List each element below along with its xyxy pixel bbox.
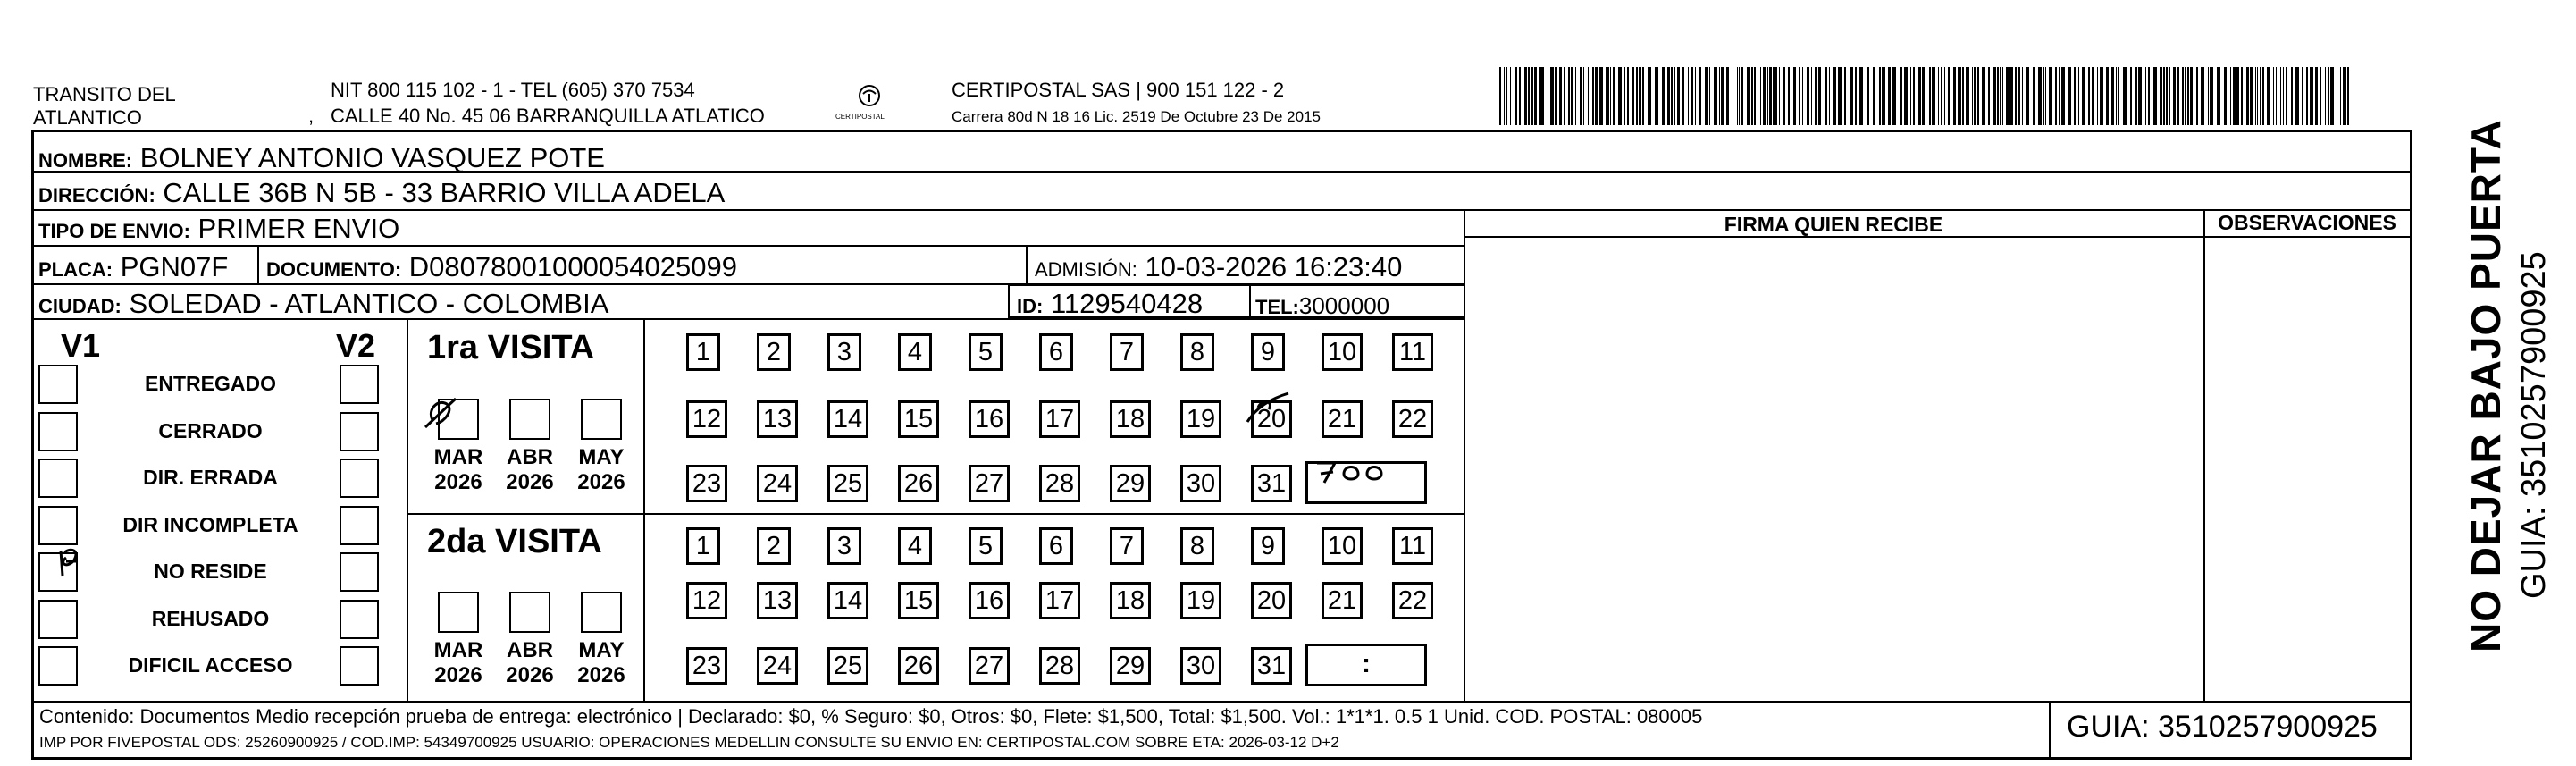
license-line: Carrera 80d N 18 16 Lic. 2519 De Octubre 23 De 2015 [952, 108, 1321, 125]
placa-label: PLACA: [38, 258, 113, 281]
first-visit-day-25[interactable]: 25 [827, 465, 868, 502]
v2-header: V2 [336, 327, 376, 364]
comma-mark: , [308, 105, 315, 127]
second-visit-day-21[interactable]: 21 [1322, 582, 1363, 619]
second-visit-title: 2da VISITA [427, 523, 602, 560]
first-visit-title: 1ra VISITA [427, 329, 595, 366]
admision-label: ADMISIÓN: [1035, 258, 1137, 281]
month-name: ABR [507, 638, 553, 662]
id-label: ID: [1017, 295, 1044, 317]
tel-label: TEL: [1255, 296, 1299, 318]
second-visit-day-24[interactable]: 24 [757, 647, 798, 685]
second-visit-day-4[interactable]: 4 [898, 527, 932, 565]
second-visit-day-20[interactable]: 20 [1251, 582, 1292, 619]
month-year: 2026 [506, 470, 554, 494]
second-visit-day-25[interactable]: 25 [827, 647, 868, 685]
first-visit-day-18[interactable]: 18 [1110, 400, 1151, 438]
observaciones-header: OBSERVACIONES [2218, 211, 2396, 234]
first-visit-day-8[interactable]: 8 [1180, 333, 1214, 371]
observaciones-area[interactable] [2205, 238, 2409, 699]
second-visit-day-27[interactable]: 27 [969, 647, 1010, 685]
v2-checkbox[interactable] [340, 365, 379, 404]
second-visit-day-10[interactable]: 10 [1322, 527, 1363, 565]
first-visit-day-22[interactable]: 22 [1392, 400, 1433, 438]
status-label: NO RESIDE [154, 560, 267, 583]
first-visit-day-7[interactable]: 7 [1110, 333, 1144, 371]
v2-checkbox[interactable] [340, 646, 379, 686]
month-year: 2026 [434, 470, 482, 494]
second-visit-day-15[interactable]: 15 [898, 582, 939, 619]
admision-row [1035, 251, 1402, 286]
handwritten-mark-day-20 [1244, 390, 1297, 434]
no-dejar-bajo-puerta-warning: NO DEJAR BAJO PUERTA [2463, 119, 2509, 652]
v2-checkbox[interactable] [340, 506, 379, 545]
second-visit-day-19[interactable]: 19 [1180, 582, 1221, 619]
direccion-label: DIRECCIÓN: [38, 184, 155, 206]
first-visit-day-3[interactable]: 3 [827, 333, 861, 371]
second-visit-day-23[interactable]: 23 [686, 647, 727, 685]
certipostal-logo-icon [856, 82, 883, 109]
first-visit-day-11[interactable]: 11 [1392, 333, 1433, 371]
first-visit-day-16[interactable]: 16 [969, 400, 1010, 438]
footer-guia: GUIA: 3510257900925 [2067, 710, 2378, 744]
first-visit-day-15[interactable]: 15 [898, 400, 939, 438]
status-label: DIFICIL ACCESO [128, 653, 293, 677]
first-visit-month-checkbox[interactable] [581, 399, 622, 440]
org-name-line2: ATLANTICO [33, 106, 142, 129]
second-visit-day-6[interactable]: 6 [1039, 527, 1073, 565]
nombre-label: NOMBRE: [38, 149, 133, 172]
second-visit-day-17[interactable]: 17 [1039, 582, 1080, 619]
second-visit-day-31[interactable]: 31 [1251, 647, 1292, 685]
first-visit-day-9[interactable]: 9 [1251, 333, 1285, 371]
month-year: 2026 [434, 663, 482, 687]
second-visit-day-14[interactable]: 14 [827, 582, 868, 619]
tipo-envio-value: PRIMER ENVIO [197, 213, 400, 244]
company-line: CERTIPOSTAL SAS | 900 151 122 - 2 [952, 79, 1285, 101]
first-visit-day-19[interactable]: 19 [1180, 400, 1221, 438]
month-year: 2026 [506, 663, 554, 687]
status-label: DIR. ERRADA [143, 466, 278, 489]
first-visit-day-20[interactable]: 20 [1251, 400, 1292, 438]
first-visit-day-26[interactable]: 26 [898, 465, 939, 502]
second-visit-month-checkbox[interactable] [509, 592, 550, 633]
second-visit-day-29[interactable]: 29 [1110, 647, 1151, 685]
direccion-value: CALLE 36B N 5B - 33 BARRIO VILLA ADELA [163, 177, 726, 208]
month-name: MAR [433, 638, 483, 662]
direccion-row [38, 177, 725, 212]
second-visit-month-label [423, 638, 494, 688]
address-line: CALLE 40 No. 45 06 BARRANQUILLA ATLATICO [331, 105, 765, 127]
first-visit-day-5[interactable]: 5 [969, 333, 1003, 371]
tipo-envio-label: TIPO DE ENVIO: [38, 220, 190, 242]
nit-line: NIT 800 115 102 - 1 - TEL (605) 370 7534 [331, 79, 695, 101]
first-visit-day-24[interactable]: 24 [757, 465, 798, 502]
ciudad-label: CIUDAD: [38, 295, 122, 317]
second-visit-day-18[interactable]: 18 [1110, 582, 1151, 619]
placa-row [38, 251, 228, 286]
placa-value: PGN07F [120, 251, 229, 282]
second-visit-day-22[interactable]: 22 [1392, 582, 1433, 619]
first-visit-month-label [566, 445, 637, 495]
status-label: REHUSADO [151, 606, 270, 630]
id-value: 1129540428 [1050, 288, 1204, 319]
second-visit-month-checkbox[interactable] [581, 592, 622, 633]
org-name-line1: TRANSITO DEL [33, 83, 176, 105]
first-visit-day-31[interactable]: 31 [1251, 465, 1292, 502]
contenido-line: Contenido: Documentos Medio recepción prueba de entrega: electrónico | Declarado: $0, % Seguro: $0, Otros: $0, Flete: $1,500, Total: $1,500. Vol.: 1*1*1. 0.5 1 Unid. COD. POSTAL: 080005 [39, 705, 1703, 728]
second-visit-day-30[interactable]: 30 [1180, 647, 1221, 685]
first-visit-day-21[interactable]: 21 [1322, 400, 1363, 438]
second-visit-day-5[interactable]: 5 [969, 527, 1003, 565]
second-visit-day-12[interactable]: 12 [686, 582, 727, 619]
second-visit-day-26[interactable]: 26 [898, 647, 939, 685]
first-visit-month-label [423, 445, 494, 495]
second-visit-day-8[interactable]: 8 [1180, 527, 1214, 565]
first-visit-day-6[interactable]: 6 [1039, 333, 1073, 371]
second-visit-day-9[interactable]: 9 [1251, 527, 1285, 565]
v2-checkbox[interactable] [340, 552, 379, 592]
second-visit-day-3[interactable]: 3 [827, 527, 861, 565]
first-visit-day-13[interactable]: 13 [757, 400, 798, 438]
first-visit-day-17[interactable]: 17 [1039, 400, 1080, 438]
v2-checkbox[interactable] [340, 459, 379, 498]
admision-value: 10-03-2026 16:23:40 [1145, 251, 1403, 282]
v2-checkbox[interactable] [340, 600, 379, 639]
signature-area[interactable] [1465, 238, 2202, 699]
second-visit-day-7[interactable]: 7 [1110, 527, 1144, 565]
first-visit-month-checkbox[interactable] [509, 399, 550, 440]
first-visit-day-14[interactable]: 14 [827, 400, 868, 438]
month-name: MAY [578, 638, 625, 662]
v1-checkbox[interactable] [38, 459, 78, 498]
month-name: ABR [507, 445, 553, 469]
status-label: DIR INCOMPLETA [122, 512, 298, 536]
handwritten-check-no-reside [54, 543, 107, 588]
v1-checkbox[interactable] [38, 506, 78, 545]
first-visit-day-30[interactable]: 30 [1180, 465, 1221, 502]
second-visit-month-checkbox[interactable] [438, 592, 479, 633]
v1-checkbox[interactable] [38, 412, 78, 451]
first-visit-day-1[interactable]: 1 [686, 333, 720, 371]
second-visit-day-2[interactable]: 2 [757, 527, 791, 565]
month-year: 2026 [577, 663, 625, 687]
second-visit-day-13[interactable]: 13 [757, 582, 798, 619]
second-visit-day-28[interactable]: 28 [1039, 647, 1080, 685]
delivery-form [31, 130, 2412, 760]
barcode [1499, 67, 2354, 125]
second-visit-day-16[interactable]: 16 [969, 582, 1010, 619]
handwritten-check-mar [420, 391, 474, 436]
month-name: MAY [578, 445, 625, 469]
documento-label: DOCUMENTO: [266, 258, 402, 281]
second-visit-month-label [494, 638, 566, 688]
month-year: 2026 [577, 470, 625, 494]
documento-value: D08078001000054025099 [408, 251, 737, 282]
status-label: CERRADO [158, 418, 263, 442]
imp-line: IMP POR FIVEPOSTAL ODS: 25260900925 / COD.IMP: 54349700925 USUARIO: OPERACIONES MEDELLIN CONSULTE SU ENVIO EN: CERTIPOSTAL.COM SOBRE ETA: 2026-03-12 D+2 [39, 734, 1339, 751]
second-visit-day-1[interactable]: 1 [686, 527, 720, 565]
ciudad-value: SOLEDAD - ATLANTICO - COLOMBIA [129, 288, 609, 319]
first-visit-day-29[interactable]: 29 [1110, 465, 1151, 502]
v1-checkbox[interactable] [38, 600, 78, 639]
v1-checkbox[interactable] [38, 646, 78, 686]
first-visit-day-4[interactable]: 4 [898, 333, 932, 371]
v2-checkbox[interactable] [340, 412, 379, 451]
tel-value: 3000000 [1298, 292, 1390, 319]
first-visit-day-12[interactable]: 12 [686, 400, 727, 438]
side-guia-number: GUIA: 3510257900925 [2515, 251, 2553, 599]
month-name: MAR [433, 445, 483, 469]
v1-header: V1 [61, 327, 101, 364]
first-visit-day-10[interactable]: 10 [1322, 333, 1363, 371]
status-label: ENTREGADO [145, 372, 276, 395]
first-visit-day-28[interactable]: 28 [1039, 465, 1080, 502]
v1-checkbox[interactable] [38, 365, 78, 404]
first-visit-day-2[interactable]: 2 [757, 333, 791, 371]
tipo-envio-row [38, 213, 399, 248]
second-visit-day-11[interactable]: 11 [1392, 527, 1433, 565]
handwritten-time-700 [1312, 454, 1419, 490]
logo-caption: CERTIPOSTAL [835, 113, 885, 121]
first-visit-day-23[interactable]: 23 [686, 465, 727, 502]
nombre-value: BOLNEY ANTONIO VASQUEZ POTE [139, 142, 605, 173]
second-visit-time-box[interactable]: : [1305, 644, 1427, 686]
first-visit-month-label [494, 445, 566, 495]
documento-row [266, 251, 737, 286]
second-visit-month-label [566, 638, 637, 688]
firma-header: FIRMA QUIEN RECIBE [1724, 213, 1943, 236]
first-visit-day-27[interactable]: 27 [969, 465, 1010, 502]
